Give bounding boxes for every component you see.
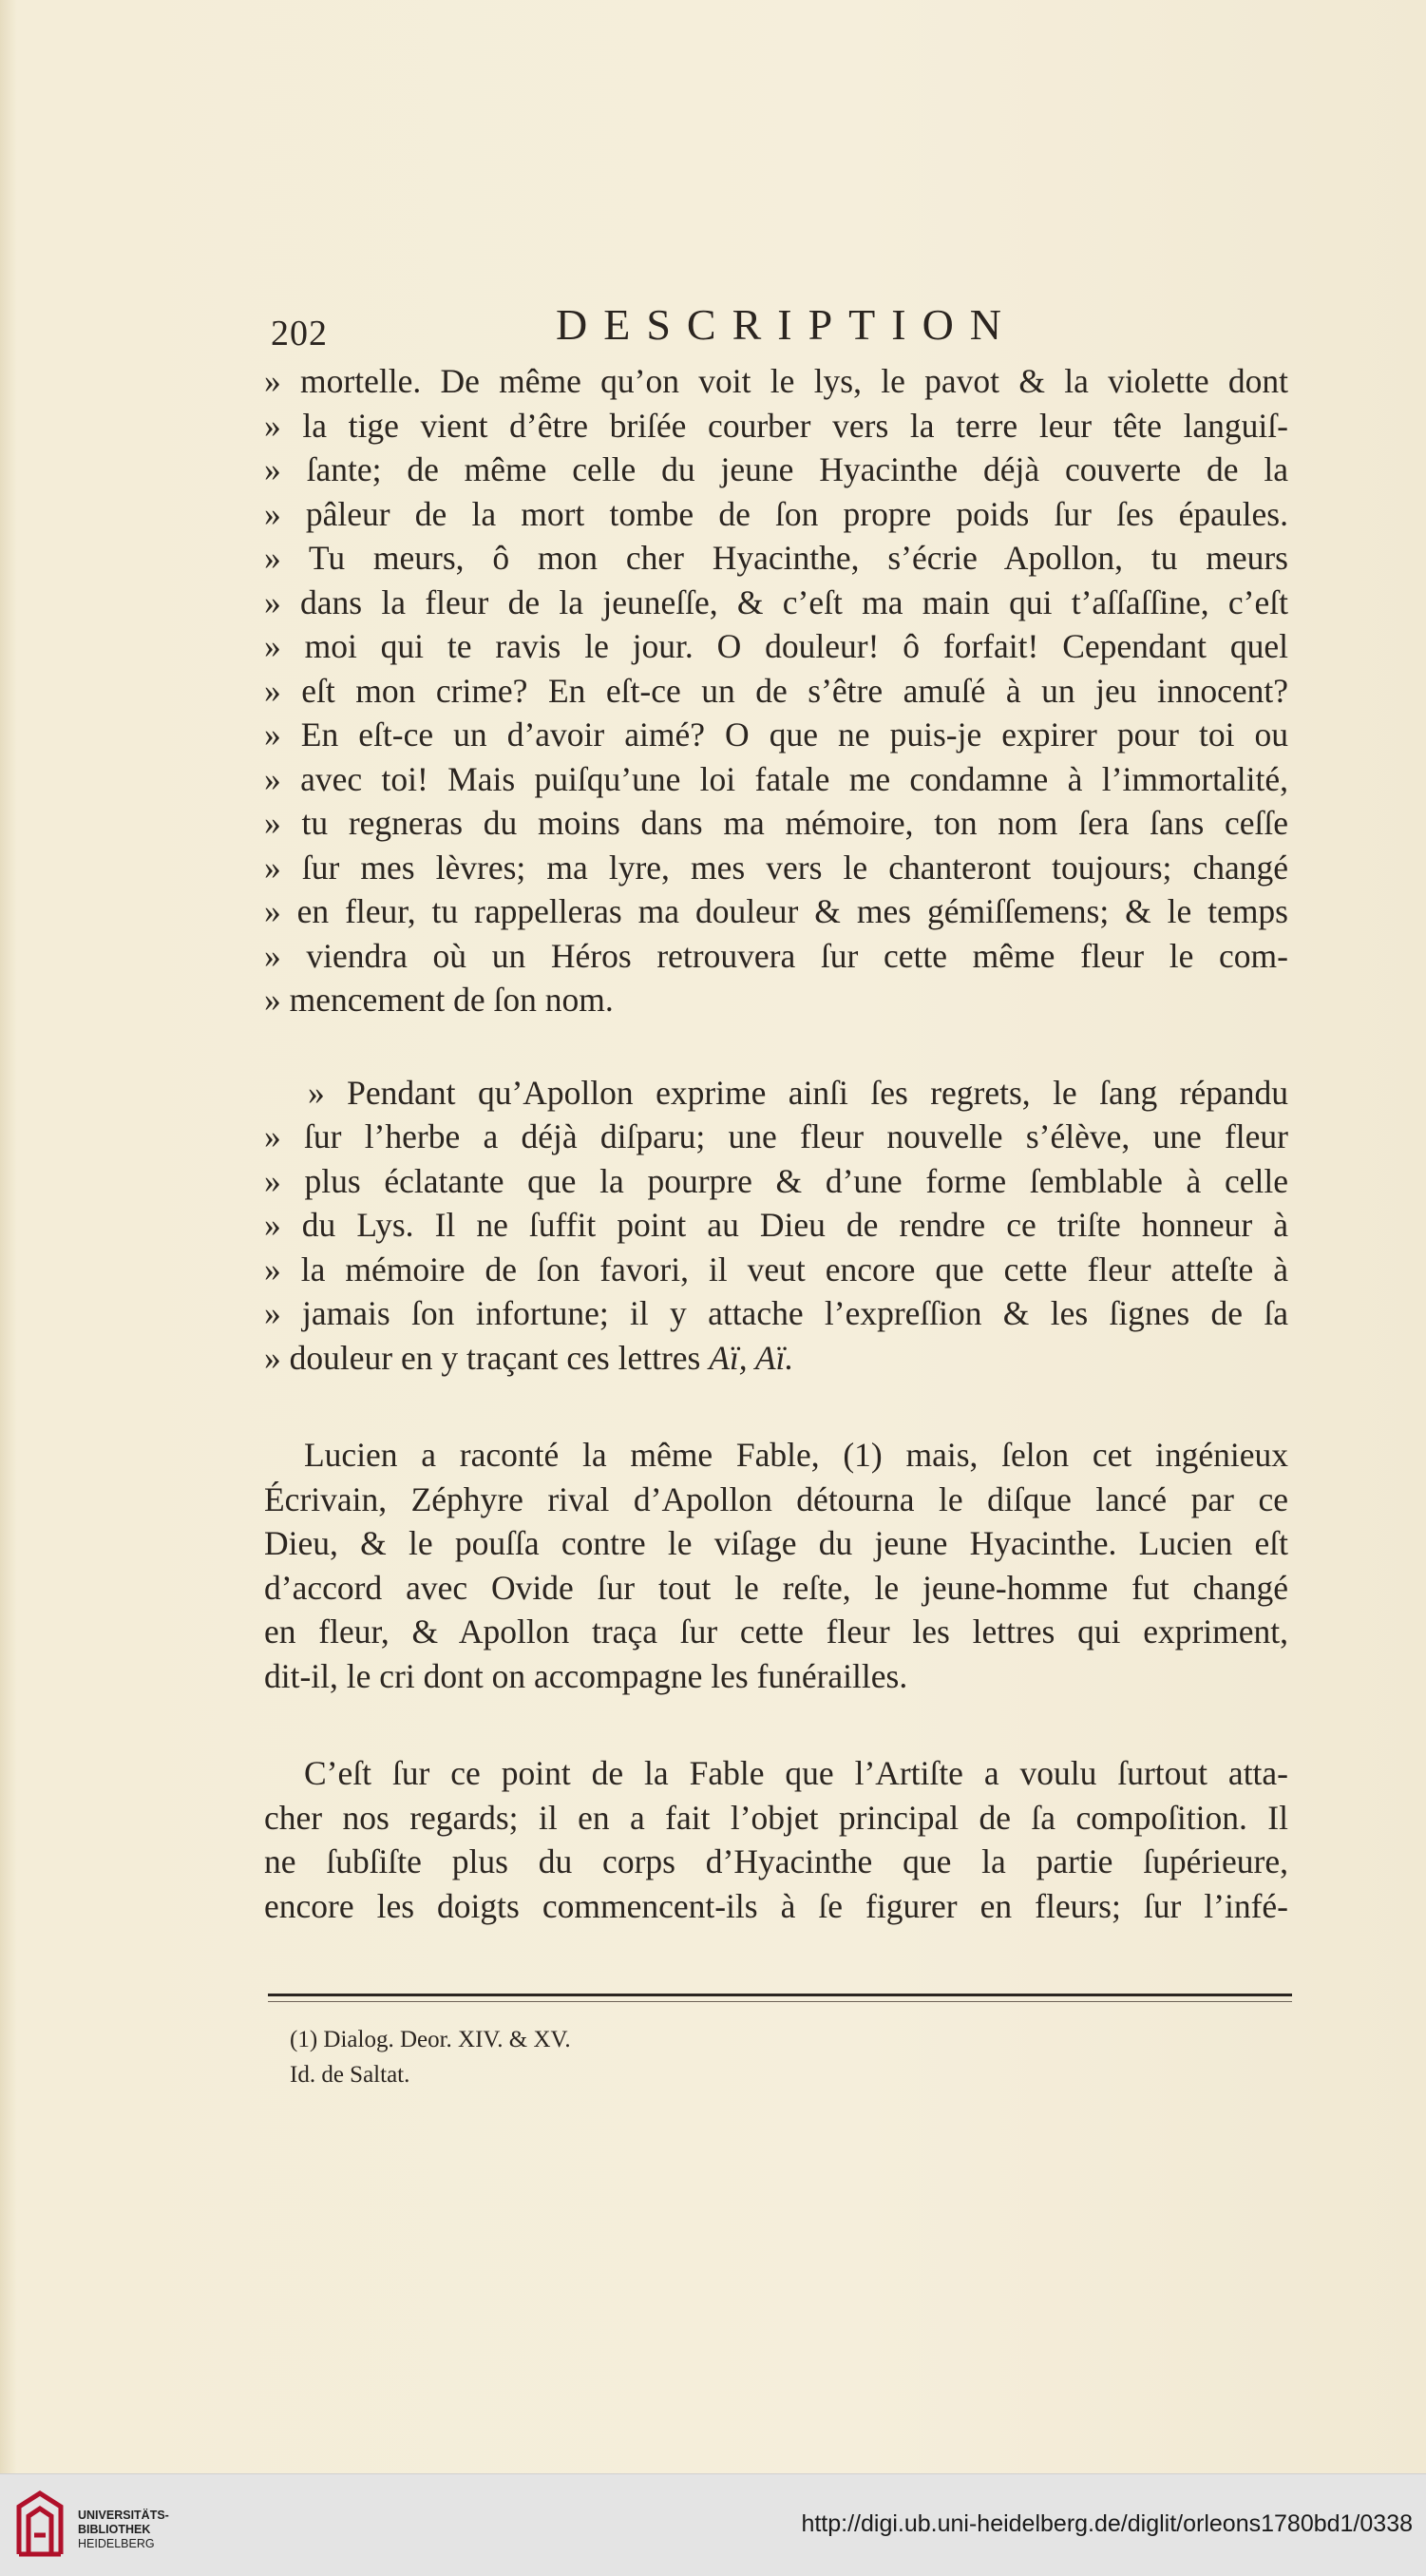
paragraph-4 (264, 1751, 1288, 1928)
text-line: » la mémoire de ſon favori, il veut encore que cette fleur atteſte à (264, 1250, 1288, 1288)
library-name-line: UNIVERSITÄTS- (78, 2509, 169, 2522)
library-name-line: HEIDELBERG (78, 2537, 155, 2550)
text-line: » jamais ſon infortune; il y attache l’expreſſion & les ſignes de ſa (264, 1294, 1288, 1332)
text-line: » du Lys. Il ne ſuffit point au Dieu de rendre ce triſte honneur à (264, 1206, 1288, 1244)
paragraph-2 (264, 1071, 1288, 1381)
footnote-2: Id. de Saltat. (290, 2062, 410, 2088)
text-line: » en fleur, tu rappelleras ma douleur & mes gémiſſemens; & le temps (264, 892, 1288, 930)
running-title: DESCRIPTION (556, 300, 1018, 349)
source-url-link[interactable]: http://digi.ub.uni-heidelberg.de/diglit/orleons1780bd1/0338 (801, 2510, 1413, 2537)
text-line: » mortelle. De même qu’on voit le lys, le pavot & la violette dont (264, 362, 1288, 400)
text-line: » avec toi! Mais puiſqu’une loi fatale me condamne à l’immortalité, (264, 759, 1288, 798)
text-line: » ſante; de même celle du jeune Hyacinthe déjà couverte de la (264, 450, 1288, 488)
text-line: » Pendant qu’Apollon exprime ainſi ſes regrets, le ſang répandu (308, 1073, 1288, 1112)
text-line: » dans la fleur de la jeuneſſe, & c’eſt ma main qui t’aſſaſſine, c’eſt (264, 582, 1288, 621)
text-line: » ſur mes lèvres; ma lyre, mes vers le chanteront toujours; changé (264, 848, 1288, 887)
text-line: » eſt mon crime? En eſt-ce un de s’être amuſé à un jeu innocent? (264, 671, 1288, 710)
text-line: dit-il, le cri dont on accompagne les funérailles. (264, 1656, 908, 1695)
text-span: » douleur en y traçant ces lettres (264, 1338, 710, 1377)
library-name (78, 2509, 169, 2551)
university-library-logo-icon[interactable] (15, 2488, 65, 2562)
text-line: » pâleur de la mort tombe de ſon propre poids ſur ſes épaules. (264, 494, 1288, 533)
text-line: » viendra où un Héros retrouvera ſur cette même fleur le com- (264, 936, 1288, 975)
text-line: encore les doigts commencent-ils à ſe figurer en fleurs; ſur l’infé- (264, 1886, 1288, 1925)
text-line: ne ſubſiſte plus du corps d’Hyacinthe que la partie ſupérieure, (264, 1842, 1288, 1880)
text-line: » tu regneras du moins dans ma mémoire, ton nom ſera ſans ceſſe (264, 804, 1288, 842)
text-line: C’eſt ſur ce point de la Fable que l’Artiſte a voulu ſurtout atta- (304, 1754, 1288, 1792)
text-line: d’accord avec Ovide ſur tout le reſte, le jeune-homme fut changé (264, 1568, 1288, 1607)
text-line: » plus éclatante que la pourpre & d’une forme ſemblable à celle (264, 1161, 1288, 1200)
library-footer-bar (0, 2473, 1426, 2576)
page-number: 202 (271, 314, 328, 353)
text-line: » mencement de ſon nom. (264, 981, 614, 1019)
body-text (264, 359, 1288, 1928)
text-line: » Tu meurs, ô mon cher Hyacinthe, s’écrie Apollon, tu meurs (264, 539, 1288, 577)
text-line: » En eſt-ce un d’avoir aimé? O que ne puis-je expirer pour toi ou (264, 716, 1288, 754)
italic-letters: Aï, Aï. (709, 1338, 794, 1377)
text-line: Lucien a raconté la même Fable, (1) mais, ſelon cet ingénieux (304, 1436, 1288, 1474)
paragraph-1 (264, 359, 1288, 1022)
text-line: » la tige vient d’être briſée courber vers la terre leur tête languiſ- (264, 406, 1288, 445)
page-header (271, 299, 1292, 356)
text-line: en fleur, & Apollon traça ſur cette fleur les lettres qui expriment, (264, 1612, 1288, 1651)
text-line: » ſur l’herbe a déjà diſparu; une fleur nouvelle s’élève, une fleur (264, 1117, 1288, 1155)
footnote-1: (1) Dialog. Deor. XIV. & XV. (290, 2027, 571, 2052)
footnote-rule (268, 1994, 1292, 2002)
text-line: Écrivain, Zéphyre rival d’Apollon détourna le diſque lancé par ce (264, 1479, 1288, 1518)
paragraph-3 (264, 1433, 1288, 1698)
library-name-line: BIBLIOTHEK (78, 2523, 151, 2536)
text-line: Dieu, & le pouſſa contre le viſage du jeune Hyacinthe. Lucien eſt (264, 1524, 1288, 1562)
text-line: » moi qui te ravis le jour. O douleur! ô forfait! Cependant quel (264, 627, 1288, 665)
text-line: cher nos regards; il en a fait l’objet principal de ſa compoſition. Il (264, 1798, 1288, 1837)
text-line (264, 1336, 1288, 1381)
footnotes (290, 2022, 571, 2092)
